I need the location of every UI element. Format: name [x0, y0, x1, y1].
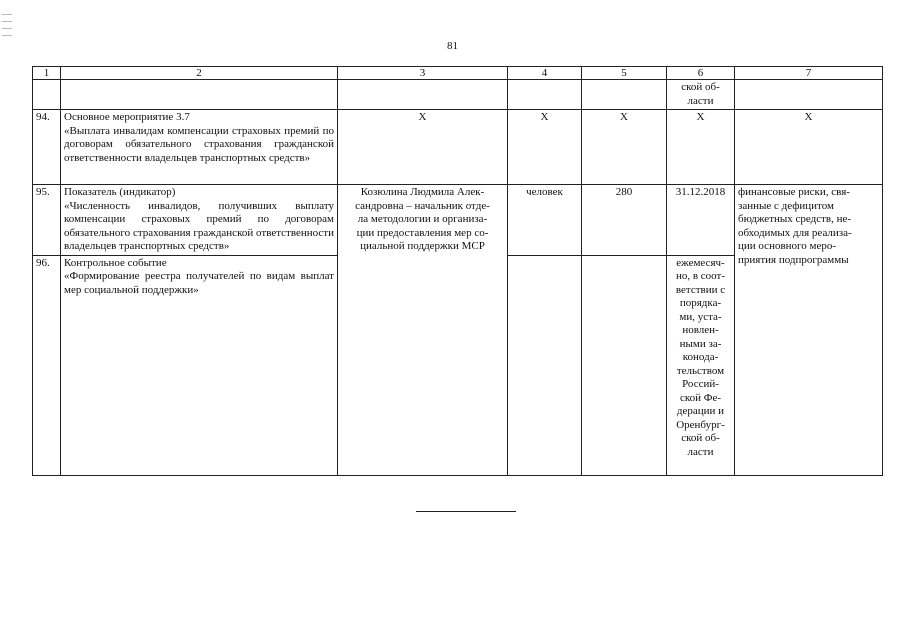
row-description — [61, 255, 338, 475]
row-number: 94. — [33, 110, 61, 185]
row-text: «Численность инвалидов, получивших выплату компенсации страховых премий по договорам обязательного страхования гражданской ответственности владельцев транспортных средств» — [64, 199, 334, 252]
header-col-1: 1 — [33, 67, 61, 80]
row-title: Контрольное событие — [64, 256, 167, 269]
responsible-person: Козюлина Людмила Алек- сандровна – начальник отде- ла методологии и организа- ции предоставления мер со- циальной поддержки МСР — [338, 185, 508, 476]
header-col-2: 2 — [61, 67, 338, 80]
table-header-row — [33, 67, 883, 80]
row-number: 96. — [33, 255, 61, 475]
measures-table — [32, 66, 883, 476]
header-col-4: 4 — [508, 67, 582, 80]
row-text: «Выплата инвалидам компенсации страховых премий по договорам обязательного страхования гражданской ответственности владельцев транспортных средств» — [64, 124, 334, 164]
row-col4: X — [508, 110, 582, 185]
row-title: Показатель (индикатор) — [64, 186, 176, 198]
row-description — [61, 185, 338, 256]
row-col5-empty — [582, 255, 667, 475]
table-row-95 — [33, 185, 883, 256]
row-deadline: 31.12.2018 — [667, 185, 735, 256]
row-text: «Формирование реестра получателей по видам выплат мер социальной поддержки» — [64, 270, 334, 296]
row-value: 280 — [582, 185, 667, 256]
end-divider — [416, 511, 516, 512]
row-description — [61, 110, 338, 185]
row-col3: X — [338, 110, 508, 185]
row-col4-empty — [508, 255, 582, 475]
row-deadline: ежемесяч- но, в соот- ветствии с порядка- ми, уста- новлен- ными за- конода- тельством Россий- ской Фе- дерации и Оренбург- ской об- ласти — [667, 255, 735, 475]
row-col5: X — [582, 110, 667, 185]
header-col-3: 3 — [338, 67, 508, 80]
row-col7: X — [735, 110, 883, 185]
risks-description: финансовые риски, свя- занные с дефицитом бюджетных средств, не- обходимых для реализа- ции основного меро- приятия подпрограммы — [735, 185, 883, 476]
row-number: 95. — [33, 185, 61, 256]
continuation-row — [33, 80, 883, 110]
header-col-6: 6 — [667, 67, 735, 80]
row-col6: X — [667, 110, 735, 185]
header-col-7: 7 — [735, 67, 883, 80]
continuation-col6: ской об- ласти — [667, 80, 735, 110]
row-unit: человек — [508, 185, 582, 256]
table-row-94 — [33, 110, 883, 185]
header-col-5: 5 — [582, 67, 667, 80]
page-number: 81 — [447, 40, 458, 52]
row-title: Основное мероприятие 3.7 — [64, 111, 190, 123]
